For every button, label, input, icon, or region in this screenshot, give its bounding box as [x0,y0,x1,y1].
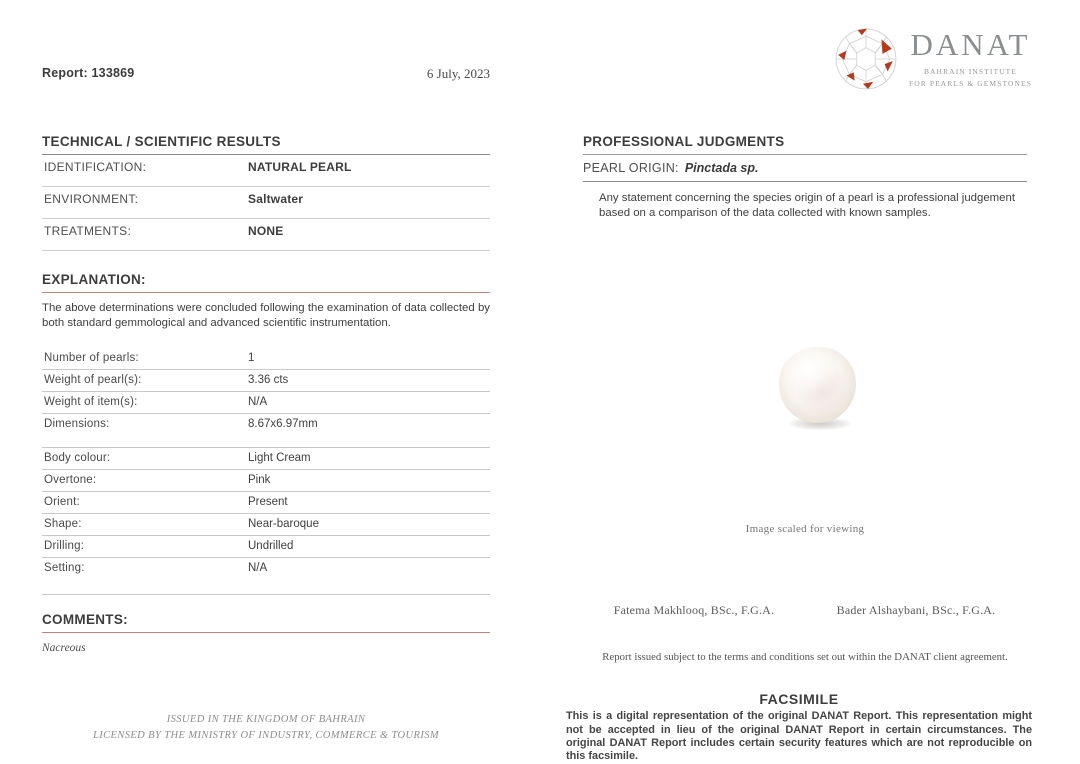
table-row [42,492,490,514]
left-column [42,134,490,654]
row-value: Near-baroque [248,518,319,531]
treatments-row [42,219,490,251]
identification-row [42,155,490,187]
signatures-row [583,603,1027,618]
explanation-text: The above determinations were concluded following the examination of data collected by both standard gemmological and advanced scientific instrumentation. [42,302,490,330]
identification-label: IDENTIFICATION: [44,160,147,174]
footer-line2: LICENSED BY THE MINISTRY OF INDUSTRY, COMMERCE & TOURISM [92,730,440,742]
technical-results-title: TECHNICAL / SCIENTIFIC RESULTS [42,134,490,155]
right-column [566,134,1032,764]
logo-wordmark: DANAT [910,27,1031,63]
row-label: Orient: [44,496,80,509]
row-label: Shape: [44,518,82,531]
row-label: Drilling: [44,540,85,553]
row-label: Number of pearls: [44,352,139,365]
explanation-title: EXPLANATION: [42,272,490,293]
table-row [42,536,490,558]
row-label: Body colour: [44,452,111,465]
row-value: 3.36 cts [248,374,289,387]
terms-statement: Report issued subject to the terms and conditions set out within the DANAT client agreement. [602,651,1008,664]
row-value: Pink [248,474,271,487]
identification-value: NATURAL PEARL [248,160,352,174]
pearl-details-table [42,348,490,595]
gem-wireframe-icon [833,26,899,92]
environment-row [42,187,490,219]
report-date: 6 July, 2023 [426,66,490,81]
row-value: Present [248,496,288,509]
table-row [42,448,490,470]
pearl-origin-note: Any statement concerning the species origin of a pearl is a professional judgement based on a comparison of the data collected with known samples. [599,192,1015,220]
environment-label: ENVIRONMENT: [44,192,139,206]
table-row [42,558,490,595]
environment-value: Saltwater [248,192,304,206]
row-label: Setting: [44,562,85,575]
professional-judgments-title: PROFESSIONAL JUDGMENTS [583,134,1027,155]
row-value: Light Cream [248,452,311,465]
report-number: Report: 133869 [42,66,135,80]
row-value: N/A [248,562,268,575]
pearl-photo [583,347,1027,437]
table-row [42,514,490,536]
table-row [42,370,490,392]
row-value: 8.67x6.97mm [248,418,318,431]
facsimile-section [566,691,1032,763]
treatments-label: TREATMENTS: [44,224,132,238]
table-row [42,348,490,370]
danat-logo [833,26,1032,92]
pearl-image [779,347,856,423]
signatory-left: Fatema Makhlooq, BSc., F.G.A. [613,603,775,618]
logo-subtitle [909,66,1032,89]
logo-subtitle-line1: BAHRAIN INSTITUTE [923,67,1018,77]
signatory-right: Bader Alshaybani, BSc., F.G.A. [836,603,996,618]
row-label: Weight of item(s): [44,396,138,409]
image-caption: Image scaled for viewing [745,523,865,536]
row-label: Overtone: [44,474,97,487]
logo-text [909,29,1032,89]
comments-value: Nacreous [42,642,86,655]
facsimile-title: FACSIMILE [759,691,839,708]
footer-line1: ISSUED IN THE KINGDOM OF BAHRAIN [166,714,366,725]
pearl-origin-value: Pinctada sp. [684,161,759,175]
treatments-value: NONE [248,224,284,238]
row-value: 1 [248,352,255,365]
pearl-origin-row [583,155,1027,182]
table-row [42,470,490,492]
logo-subtitle-line2: FOR PEARLS & GEMSTONES [908,78,1032,88]
issuing-footer [42,712,490,745]
facsimile-text: This is a digital representation of the original DANAT Report. This representation might not be accepted in lieu of the original DANAT Report in certain circumstances. The original DANAT Report includes certain security features which are not reproducible on this facsimile. [566,710,1032,763]
table-row [42,392,490,414]
table-row [42,414,490,448]
row-label: Dimensions: [44,418,110,431]
comments-title: COMMENTS: [42,612,490,633]
row-label: Weight of pearl(s): [44,374,142,387]
row-value: Undrilled [248,540,294,553]
pearl-origin-label: PEARL ORIGIN: [583,161,679,175]
row-value: N/A [248,396,268,409]
